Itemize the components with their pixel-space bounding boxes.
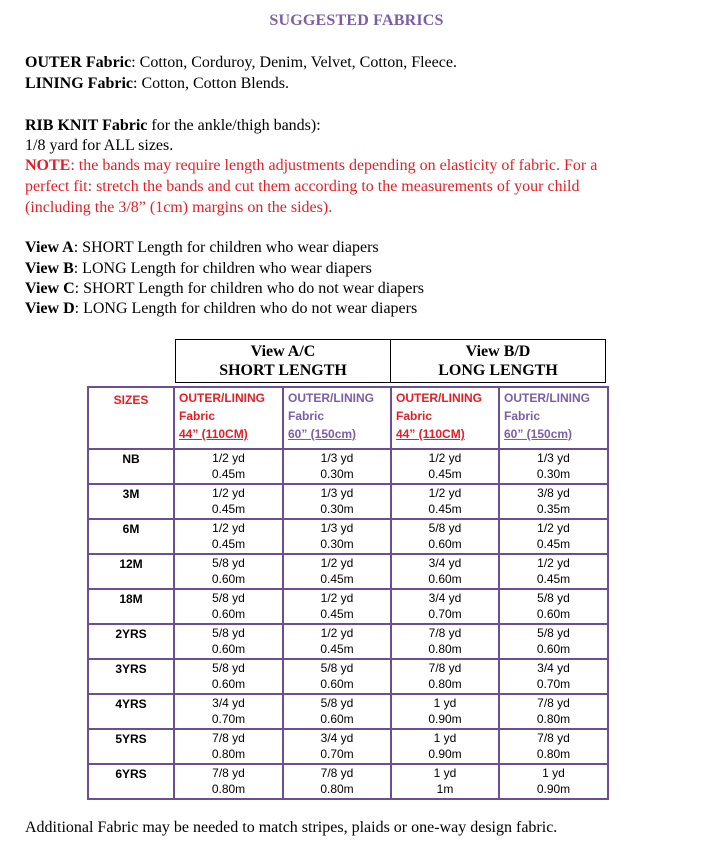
view-c-text: : SHORT Length for children who do not wear diapers: [74, 280, 424, 297]
rib-knit-label: RIB KNIT Fabric: [25, 117, 148, 134]
size-cell: 5YRS: [88, 729, 174, 764]
meter-value: 0.60m: [320, 677, 354, 691]
table-row: [88, 694, 608, 729]
meter-value: 0.90m: [536, 782, 571, 796]
yardage-value: 7/8 yd: [212, 766, 245, 780]
column-header-line3: 60” (150cm): [504, 427, 573, 441]
yardage-value: 5/8 yd: [428, 521, 462, 535]
meter-value: 0.60m: [536, 607, 571, 621]
amount-cell: [499, 484, 608, 519]
yardage-value: 1/3 yd: [537, 451, 570, 465]
size-cell: 3YRS: [88, 659, 174, 694]
meter-value: 0.45m: [320, 607, 354, 621]
note-line-2: perfect fit: stretch the bands and cut them according to the measurements of your child: [25, 178, 580, 195]
meter-value: 0.80m: [536, 747, 571, 761]
yardage-value: 1/2 yd: [212, 451, 245, 465]
yardage-value: 3/8 yd: [537, 486, 570, 500]
fabric-requirements-table: [87, 386, 609, 800]
meter-value: 0.30m: [536, 467, 571, 481]
amount-cell: [174, 659, 283, 694]
amount-cell: [391, 519, 499, 554]
yardage-value: 5/8 yd: [537, 626, 570, 640]
column-header-line3: 44” (110CM): [396, 427, 465, 441]
amount-cell: [499, 449, 608, 484]
meter-value: 0.60m: [211, 642, 246, 656]
yardage-value: 1/2 yd: [537, 521, 570, 535]
size-cell: 2YRS: [88, 624, 174, 659]
meter-value: 0.45m: [428, 467, 462, 481]
yardage-value: 7/8 yd: [537, 696, 570, 710]
view-a-label: View A: [25, 239, 74, 256]
amount-cell: [391, 589, 499, 624]
yardage-value: 3/4 yd: [537, 661, 570, 675]
meter-value: 0.30m: [320, 502, 354, 516]
amount-cell: [174, 729, 283, 764]
yardage-value: 1/2 yd: [320, 626, 354, 640]
view-b-line: [25, 259, 372, 279]
amount-cell: [283, 624, 391, 659]
amount-cell: [283, 589, 391, 624]
column-header-line3: 44” (110CM): [179, 427, 248, 441]
yardage-value: 1/2 yd: [320, 556, 354, 570]
view-d-label: View D: [25, 300, 75, 317]
yardage-value: 5/8 yd: [320, 696, 354, 710]
yardage-value: 1/3 yd: [320, 451, 354, 465]
amount-cell: [499, 659, 608, 694]
meter-value: 0.45m: [536, 537, 571, 551]
meter-value: 0.90m: [428, 712, 462, 726]
meter-value: 0.60m: [211, 677, 246, 691]
lining-fabric-label: LINING Fabric: [25, 75, 133, 92]
yardage-value: 7/8 yd: [320, 766, 354, 780]
meter-value: 0.30m: [320, 537, 354, 551]
table-row: [88, 764, 608, 799]
yardage-value: 7/8 yd: [428, 661, 462, 675]
amount-cell: [174, 624, 283, 659]
meter-value: 0.35m: [536, 502, 571, 516]
column-header-line2: Fabric: [288, 409, 325, 423]
view-bd-header: [390, 340, 605, 382]
amount-cell: [283, 519, 391, 554]
yardage-value: 5/8 yd: [212, 591, 245, 605]
yardage-value: 1/3 yd: [320, 521, 354, 535]
meter-value: 0.80m: [211, 747, 246, 761]
amount-cell: [283, 729, 391, 764]
yardage-value: 7/8 yd: [537, 731, 570, 745]
meter-value: 0.70m: [536, 677, 571, 691]
yardage-value: 5/8 yd: [212, 661, 245, 675]
view-ac-title: View A/C: [250, 343, 316, 360]
amount-cell: [391, 484, 499, 519]
view-ac-subtitle: SHORT LENGTH: [219, 362, 347, 379]
meter-value: 0.80m: [428, 642, 462, 656]
yardage-value: 1/2 yd: [537, 556, 570, 570]
table-row: [88, 554, 608, 589]
note-text-1: : the bands may require length adjustments depending on elasticity of fabric. For a: [70, 157, 598, 174]
amount-cell: [391, 624, 499, 659]
table-row: [88, 484, 608, 519]
meter-value: 0.70m: [428, 607, 462, 621]
amount-cell: [174, 519, 283, 554]
meter-value: 0.45m: [536, 572, 571, 586]
view-ac-header: [176, 340, 390, 382]
meter-value: 0.45m: [211, 502, 246, 516]
lining-fabric-text: : Cotton, Cotton Blends.: [133, 75, 290, 92]
meter-value: 0.80m: [320, 782, 354, 796]
yardage-value: 1/2 yd: [428, 451, 462, 465]
table-row: [88, 519, 608, 554]
meter-value: 0.45m: [428, 502, 462, 516]
outer-fabric-label: OUTER Fabric: [25, 54, 132, 71]
column-header-line1: OUTER/LINING: [396, 391, 482, 405]
amount-cell: [391, 694, 499, 729]
yardage-value: 5/8 yd: [212, 556, 245, 570]
column-header-line2: Fabric: [396, 409, 433, 423]
outer-fabric-text: : Cotton, Corduroy, Denim, Velvet, Cotton, Fleece.: [131, 54, 457, 71]
amount-cell: [499, 554, 608, 589]
meter-value: 0.45m: [320, 572, 354, 586]
yardage-value: 1 yd: [433, 731, 457, 745]
note-label: NOTE: [25, 157, 71, 174]
yardage-value: 3/4 yd: [428, 591, 462, 605]
note-line-1: [25, 156, 597, 176]
column-header-line1: OUTER/LINING: [288, 391, 374, 405]
meter-value: 0.60m: [536, 642, 571, 656]
view-c-label: View C: [25, 280, 75, 297]
table-header-row: [88, 387, 608, 449]
size-cell: 6YRS: [88, 764, 174, 799]
column-header-line3: 60” (150cm): [288, 427, 357, 441]
amount-cell: [283, 764, 391, 799]
meter-value: 0.60m: [320, 712, 354, 726]
page-title: SUGGESTED FABRICS: [269, 12, 444, 29]
amount-cell: [174, 694, 283, 729]
amount-cell: [283, 449, 391, 484]
amount-cell: [391, 659, 499, 694]
meter-value: 0.80m: [428, 677, 462, 691]
amount-cell: [283, 484, 391, 519]
meter-value: 0.60m: [211, 607, 246, 621]
yardage-value: 1 yd: [433, 696, 457, 710]
amount-cell: [174, 764, 283, 799]
size-cell: 3M: [88, 484, 174, 519]
size-cell: 18M: [88, 589, 174, 624]
amount-cell: [174, 449, 283, 484]
size-cell: 4YRS: [88, 694, 174, 729]
amount-cell: [499, 519, 608, 554]
view-b-text: : LONG Length for children who wear diapers: [73, 260, 372, 277]
amount-cell: [174, 484, 283, 519]
meter-value: 0.70m: [320, 747, 354, 761]
size-cell: NB: [88, 449, 174, 484]
meter-value: 0.60m: [428, 537, 462, 551]
meter-value: 0.70m: [211, 712, 246, 726]
meter-value: 0.45m: [211, 467, 246, 481]
amount-cell: [499, 729, 608, 764]
meter-value: 0.30m: [320, 467, 354, 481]
amount-cell: [391, 554, 499, 589]
yardage-value: 1 yd: [433, 766, 457, 780]
amount-cell: [499, 764, 608, 799]
view-c-line: [25, 279, 424, 299]
meter-value: 0.60m: [211, 572, 246, 586]
meter-value: 0.80m: [211, 782, 246, 796]
yardage-value: 1/2 yd: [320, 591, 354, 605]
view-d-line: [25, 299, 417, 319]
view-a-text: : SHORT Length for children who wear diapers: [73, 239, 379, 256]
yardage-value: 3/4 yd: [320, 731, 354, 745]
table-row: [88, 729, 608, 764]
meter-value: 0.80m: [536, 712, 571, 726]
yardage-value: 3/4 yd: [428, 556, 462, 570]
rib-knit-text: for the ankle/thigh bands):: [147, 117, 321, 134]
column-header: [391, 387, 499, 449]
yardage-value: 5/8 yd: [320, 661, 354, 675]
lining-fabric-line: [25, 74, 289, 94]
amount-cell: [499, 589, 608, 624]
view-bd-subtitle: LONG LENGTH: [438, 362, 558, 379]
table-row: [88, 589, 608, 624]
yardage-value: 7/8 yd: [428, 626, 462, 640]
yardage-value: 7/8 yd: [212, 731, 245, 745]
view-b-label: View B: [25, 260, 74, 277]
size-cell: 6M: [88, 519, 174, 554]
meter-value: 1m: [436, 782, 454, 796]
column-header-line1: OUTER/LINING: [179, 391, 265, 405]
amount-cell: [499, 694, 608, 729]
view-header-row: [175, 339, 606, 383]
meter-value: 0.45m: [211, 537, 246, 551]
column-header-line2: Fabric: [179, 409, 216, 423]
table-body: [88, 449, 608, 799]
yardage-value: 1 yd: [542, 766, 565, 780]
column-header-line1: OUTER/LINING: [504, 391, 590, 405]
yardage-value: 1/3 yd: [320, 486, 354, 500]
column-header: [283, 387, 391, 449]
view-a-line: [25, 238, 379, 258]
amount-cell: [391, 764, 499, 799]
sizes-header: SIZES: [88, 387, 174, 449]
table-row: [88, 449, 608, 484]
amount-cell: [283, 659, 391, 694]
meter-value: 0.90m: [428, 747, 462, 761]
table-row: [88, 659, 608, 694]
amount-cell: [283, 694, 391, 729]
yardage-value: 5/8 yd: [537, 591, 570, 605]
rib-knit-line: [25, 116, 321, 136]
yardage-value: 1/2 yd: [212, 521, 245, 535]
amount-cell: [174, 589, 283, 624]
yardage-value: 5/8 yd: [212, 626, 245, 640]
table-row: [88, 624, 608, 659]
view-bd-title: View B/D: [465, 343, 531, 360]
size-cell: 12M: [88, 554, 174, 589]
yardage-value: 1/2 yd: [212, 486, 245, 500]
column-header-line2: Fabric: [504, 409, 541, 423]
outer-fabric-line: [25, 53, 457, 73]
amount-cell: [391, 449, 499, 484]
column-header: [174, 387, 283, 449]
meter-value: 0.60m: [428, 572, 462, 586]
amount-cell: [283, 554, 391, 589]
column-header: [499, 387, 608, 449]
yardage-value: 1/2 yd: [428, 486, 462, 500]
yardage-value: 3/4 yd: [212, 696, 245, 710]
footer-note: Additional Fabric may be needed to match stripes, plaids or one-way design fabric.: [25, 819, 558, 836]
view-d-text: : LONG Length for children who do not wear diapers: [74, 300, 418, 317]
amount-cell: [499, 624, 608, 659]
amount-cell: [391, 729, 499, 764]
rib-knit-amount: 1/8 yard for ALL sizes.: [25, 137, 174, 154]
note-line-3: (including the 3/8” (1cm) margins on the sides).: [25, 199, 333, 216]
amount-cell: [174, 554, 283, 589]
meter-value: 0.45m: [320, 642, 354, 656]
